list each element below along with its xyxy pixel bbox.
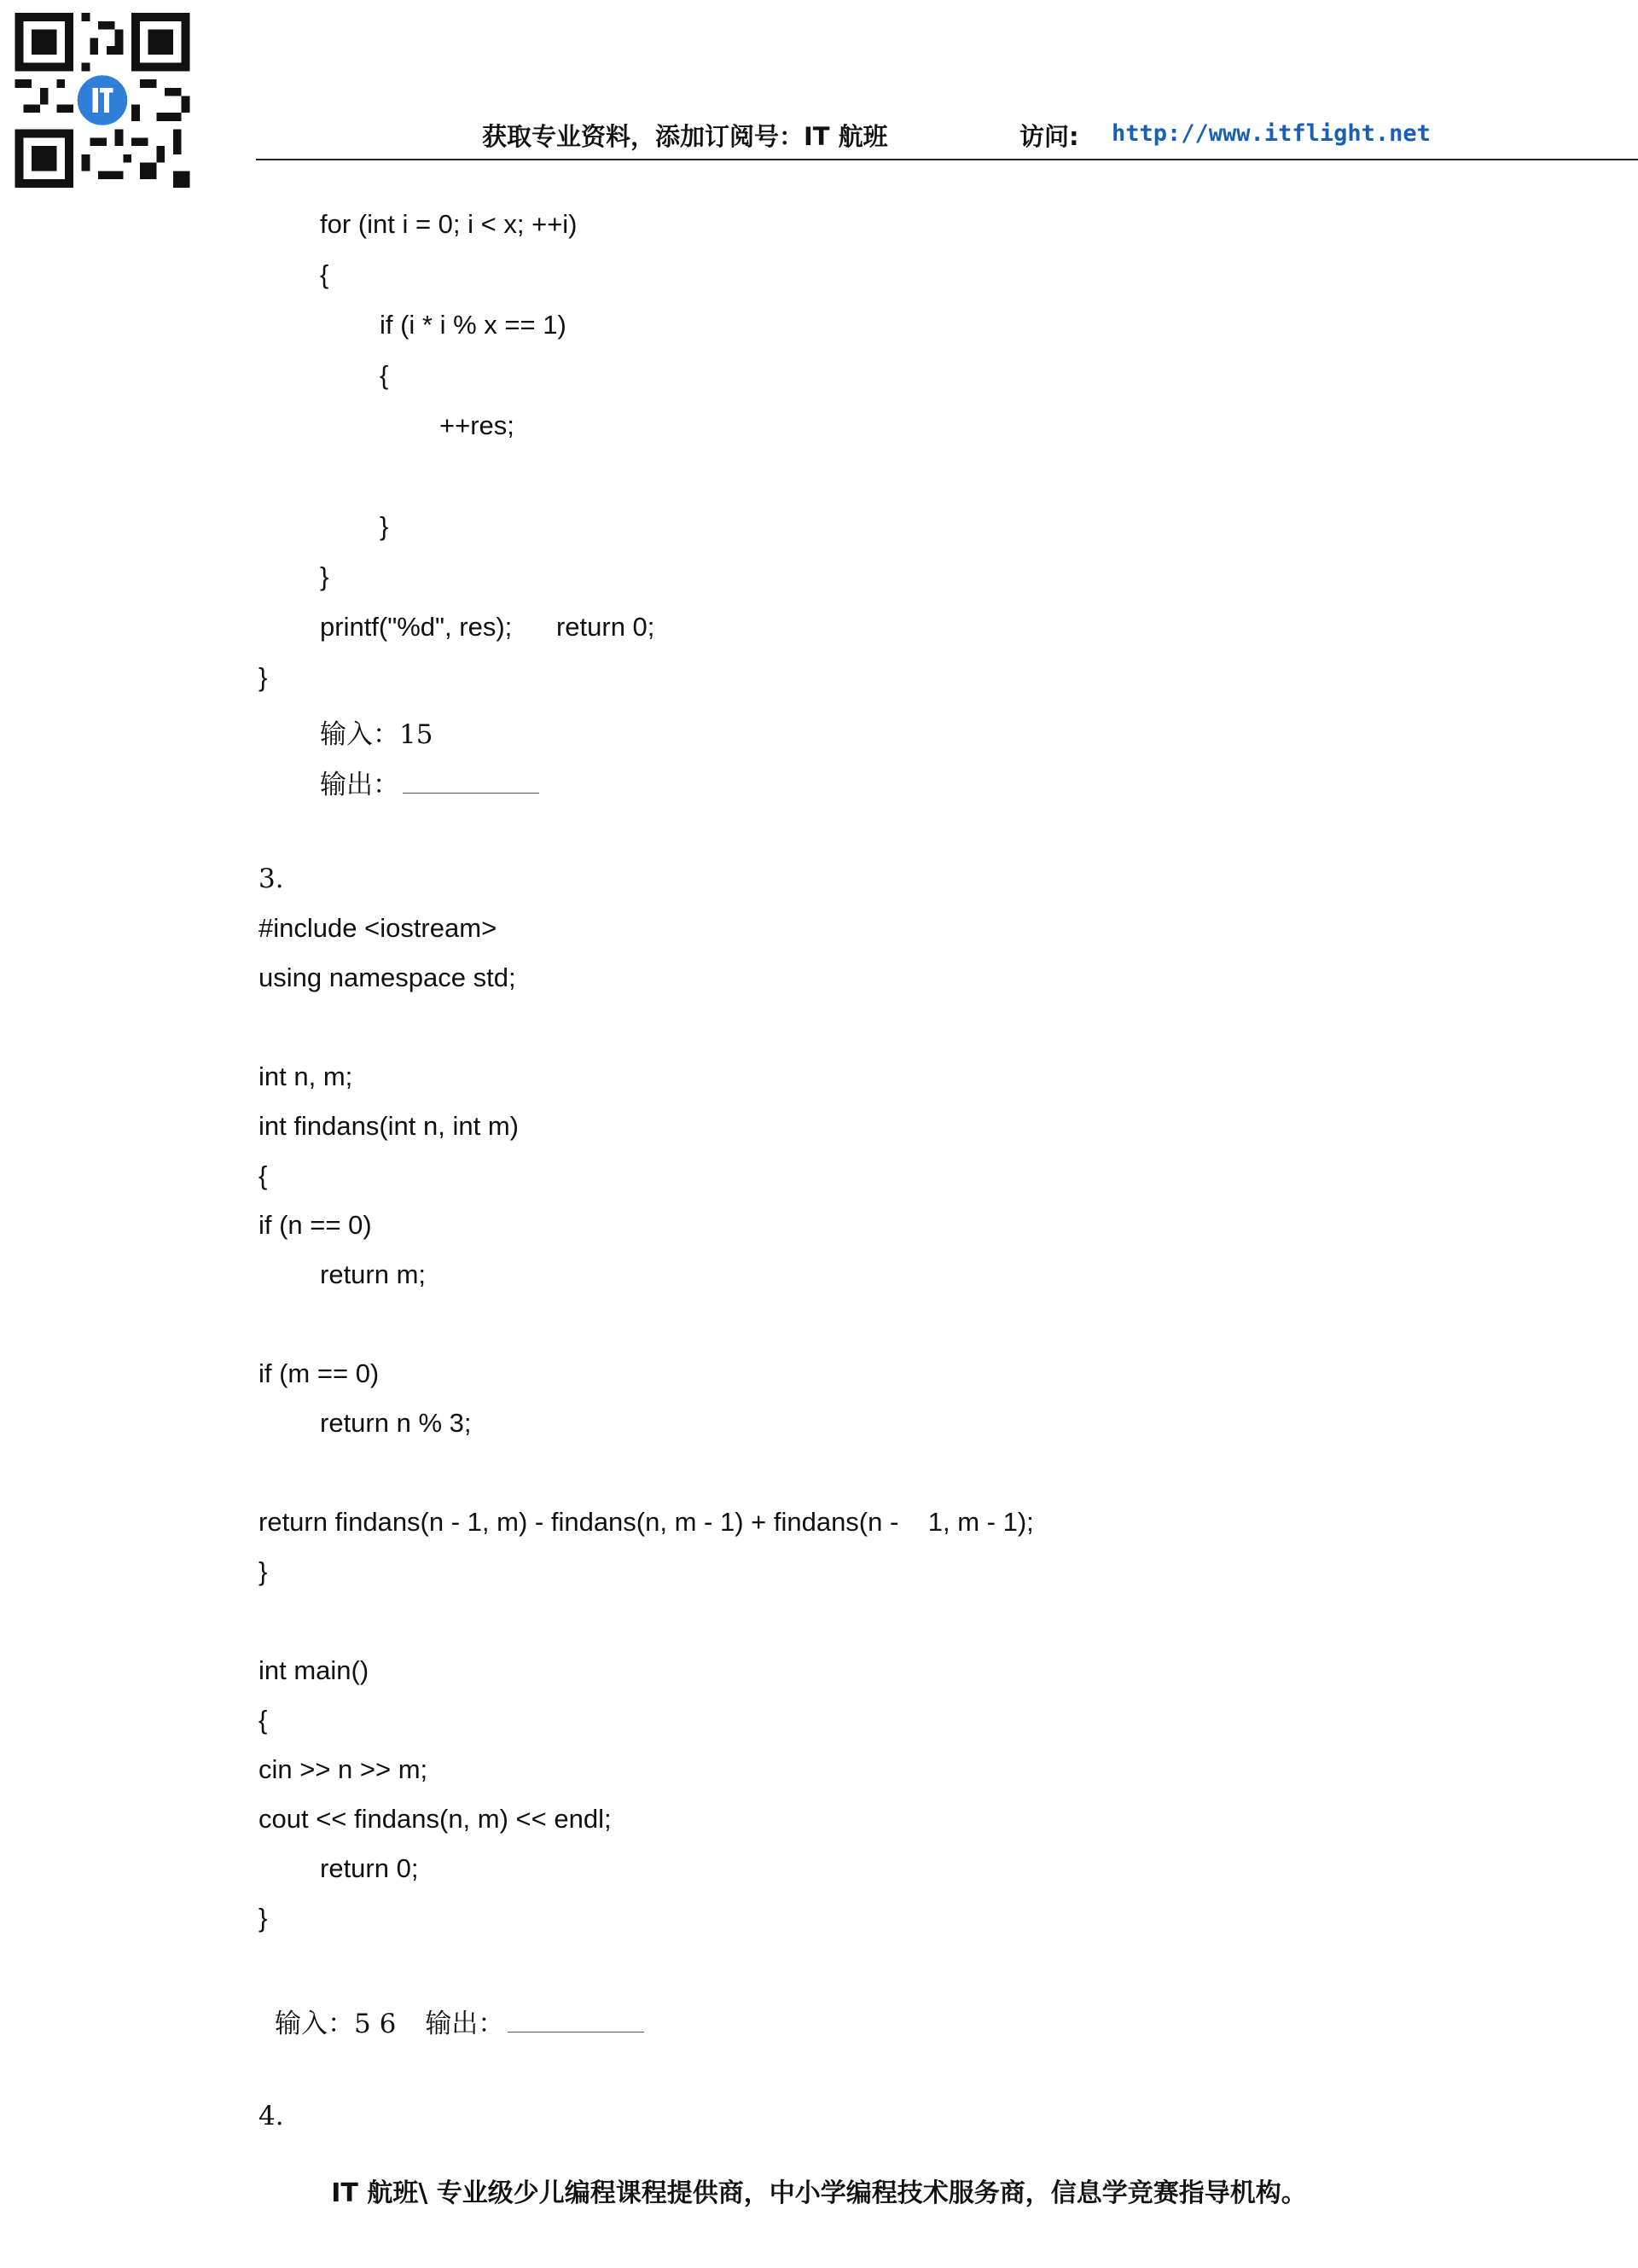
input-value: 5 6 [354, 2009, 397, 2039]
answer-blank [508, 2031, 644, 2032]
code-line: } [320, 561, 329, 591]
input-label: 输入： [320, 719, 399, 750]
code-line: } [380, 511, 389, 541]
header-visit-label: 访问: [1019, 122, 1079, 151]
code-line: int n, m; [258, 1061, 353, 1091]
code-line: { [320, 259, 329, 289]
code-line: } [258, 1903, 268, 1933]
input-label: 输入： [275, 2009, 354, 2039]
problem-2-output [320, 763, 539, 801]
page-footer: IT 航班\ 专业级少儿编程课程提供商，中小学编程技术服务商，信息学竞赛指导机构。 [331, 2178, 1307, 2208]
answer-blank [403, 792, 539, 794]
code-line: } [258, 1556, 268, 1586]
problem-4-number: 4. [258, 2101, 284, 2131]
code-line: if (n == 0) [258, 1210, 372, 1240]
code-line: if (m == 0) [258, 1358, 380, 1388]
problem-3-io [275, 2002, 644, 2040]
code-line: ++res; [439, 410, 514, 440]
problem-2-input [320, 712, 433, 751]
code-line: { [258, 1705, 268, 1735]
input-value: 15 [399, 719, 433, 750]
code-line: #include <iostream> [258, 913, 497, 943]
code-line: { [380, 360, 389, 390]
problem-3-number: 3. [258, 864, 284, 894]
code-line: using namespace std; [258, 962, 516, 992]
code-line: { [258, 1160, 268, 1190]
code-line: return m; [320, 1259, 427, 1289]
code-line: } [258, 662, 268, 692]
code-line: int findans(int n, int m) [258, 1111, 519, 1141]
header-url-link[interactable]: http://www.itflight.net [1112, 120, 1431, 147]
code-line: printf("%d", res); return 0; [320, 612, 655, 642]
header-prompt: 获取专业资料，添加订阅号：IT 航班 [482, 122, 888, 151]
code-line: int main() [258, 1655, 369, 1685]
output-label: 输出： [320, 770, 399, 800]
code-line: cin >> n >> m; [258, 1754, 428, 1784]
page-header [256, 118, 1638, 160]
code-line: return 0; [320, 1853, 419, 1883]
code-line: return findans(n - 1, m) - findans(n, m - 1) + findans(n - 1, m - 1); [258, 1507, 1034, 1537]
qr-code-image [13, 13, 192, 188]
code-line: return n % 3; [320, 1408, 472, 1438]
code-line: if (i * i % x == 1) [380, 310, 566, 340]
code-line: for (int i = 0; i < x; ++i) [320, 209, 578, 239]
output-label: 输出： [425, 2009, 505, 2039]
code-line: cout << findans(n, m) << endl; [258, 1804, 612, 1834]
